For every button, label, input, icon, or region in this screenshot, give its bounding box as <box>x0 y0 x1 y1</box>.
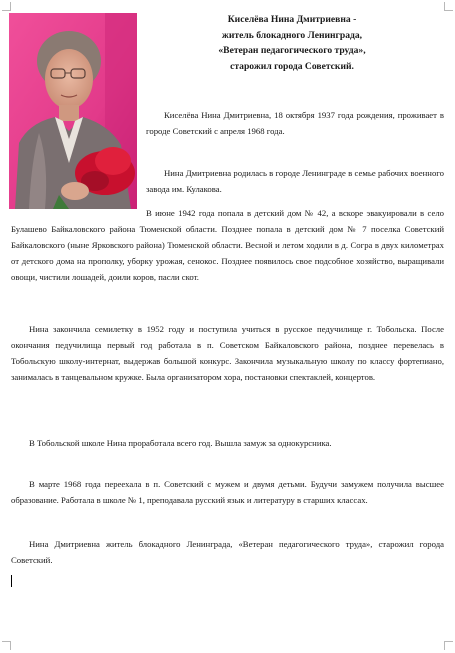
paragraph-move: В марте 1968 года переехала в п. Советский с мужем и двумя детьми. Будучи замужем получила высшее образование. Работала в школе № 1, преподавала русский язык и литературу в старших классах. <box>11 479 444 505</box>
heading-line-blockade: житель блокадного Ленинграда, <box>221 29 363 41</box>
crop-mark-top-left <box>2 2 11 11</box>
crop-mark-top-right <box>444 2 453 11</box>
paragraph-education: Нина закончила семилетку в 1952 году и поступила учиться в русское педучилище г. Тобольска. После окончания педучилища первый год работала в п. Советском Байкаловского района, позднее перевелась в Тобольскую школу-интернат, выдержав большой конкурс. Закончила музыкальную школу по классу фортепиано, занималась в танцевальном кружке. Была организатором хора, постановки спектаклей, концертов. <box>11 324 444 382</box>
paragraph-summary: Нина Дмитриевна житель блокадного Ленинграда, «Ветеран педагогического труда», старожил города Советский. <box>11 539 444 565</box>
paragraph-tobolsk: В Тобольской школе Нина проработала всего год. Вышла замуж за однокурсника. <box>29 438 332 448</box>
heading-line-oldtimer: старожил города Советский. <box>230 60 354 72</box>
heading-line-veteran: «Ветеран педагогического труда», <box>218 45 366 56</box>
text-cursor[interactable] <box>11 575 12 587</box>
article-heading <box>140 12 444 74</box>
portrait-photo <box>9 13 137 209</box>
paragraph-origin: Нина Дмитриевна родилась в городе Ленинграде в семье рабочих военного завода им. Кулакова. <box>146 168 444 194</box>
crop-mark-bottom-right <box>444 641 453 650</box>
portrait-photo-icon <box>9 13 137 209</box>
paragraph-orphanage: В июне 1942 года попала в детский дом № 42, а вскоре эвакуировали в село Булашево Байкаловского района Тюменской области. Позднее попала в детский дом № 7 поселка Советский Байкаловского (ныне Ярковского района) Тюменской области. Весной и летом ходили в д. Согра в двух километрах от детского дома на прополку, уборку урожая, сенокос. Позднее появилось свое подсобное хозяйство, выращивали овощи, чистили лошадей, доили коров, пасли скот. <box>11 208 444 282</box>
heading-line-name: Киселёва Нина Дмитриевна - <box>227 14 357 25</box>
paragraph-birth: Киселёва Нина Дмитриевна, 18 октября 1937 года рождения, проживает в городе Советский с апреля 1968 года. <box>146 110 444 136</box>
crop-mark-bottom-left <box>2 641 11 650</box>
